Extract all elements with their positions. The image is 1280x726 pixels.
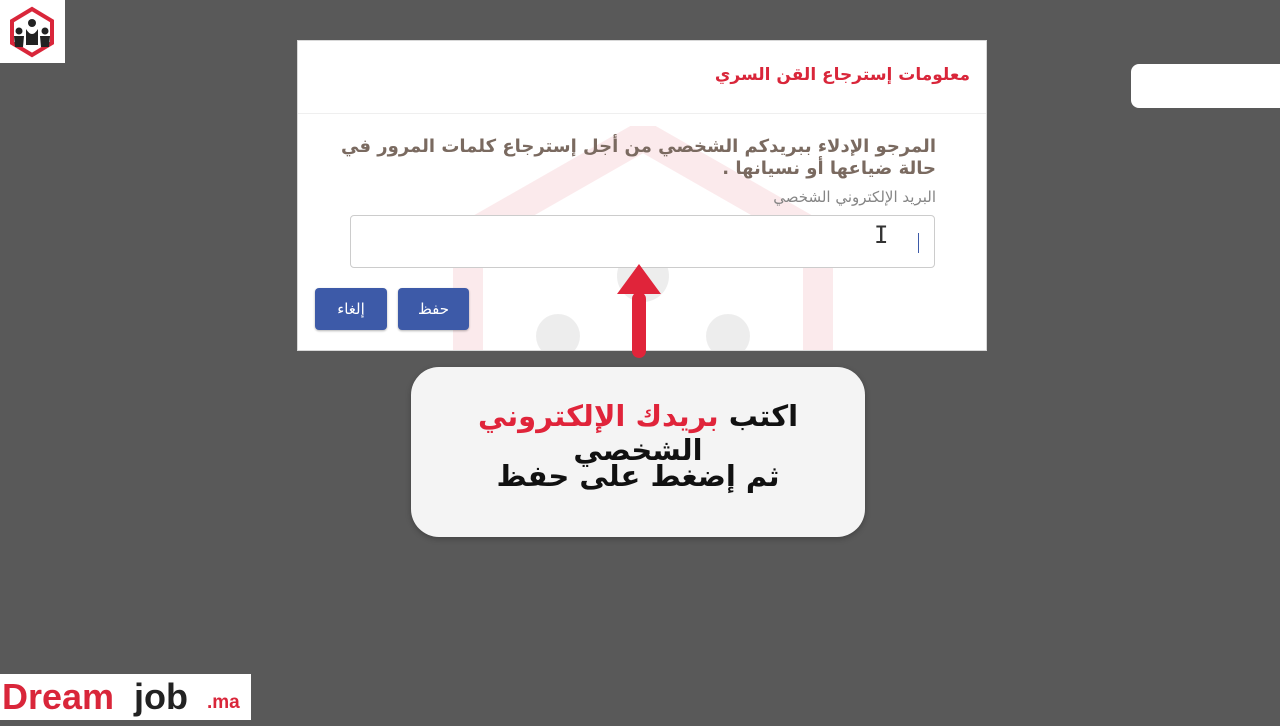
brand-part-2: job	[134, 676, 188, 717]
people-lifting-icon	[5, 5, 60, 58]
callout-text: اكتب	[728, 399, 799, 433]
callout-text: الشخصي	[573, 433, 703, 467]
text-caret	[918, 233, 919, 253]
save-button[interactable]: حفظ	[398, 288, 469, 330]
text-cursor-icon: I	[874, 221, 889, 249]
arrow-up-icon	[615, 262, 663, 360]
email-field[interactable]	[350, 215, 935, 268]
cancel-button[interactable]: إلغاء	[315, 288, 387, 330]
logo	[0, 0, 65, 63]
brand-part-1: Dream	[2, 676, 115, 717]
callout-line-2: ثم إضغط على حفظ	[496, 459, 780, 493]
callout-line-1	[411, 399, 865, 467]
instruction-callout	[411, 367, 865, 537]
panel-header	[298, 41, 986, 114]
side-tab[interactable]	[1131, 64, 1280, 108]
brand-part-3: .ma	[207, 692, 240, 713]
callout-highlight: بريدك الإلكتروني	[477, 399, 719, 433]
brand-watermark	[0, 674, 251, 720]
email-label: البريد الإلكتروني الشخصي	[773, 188, 936, 206]
panel-title: معلومات إسترجاع القن السري	[714, 65, 970, 85]
recovery-instructions: المرجو الإدلاء ببريدكم الشخصي من أجل إسترجاع كلمات المرور في حالة ضياعها أو نسيانها .	[341, 136, 936, 179]
